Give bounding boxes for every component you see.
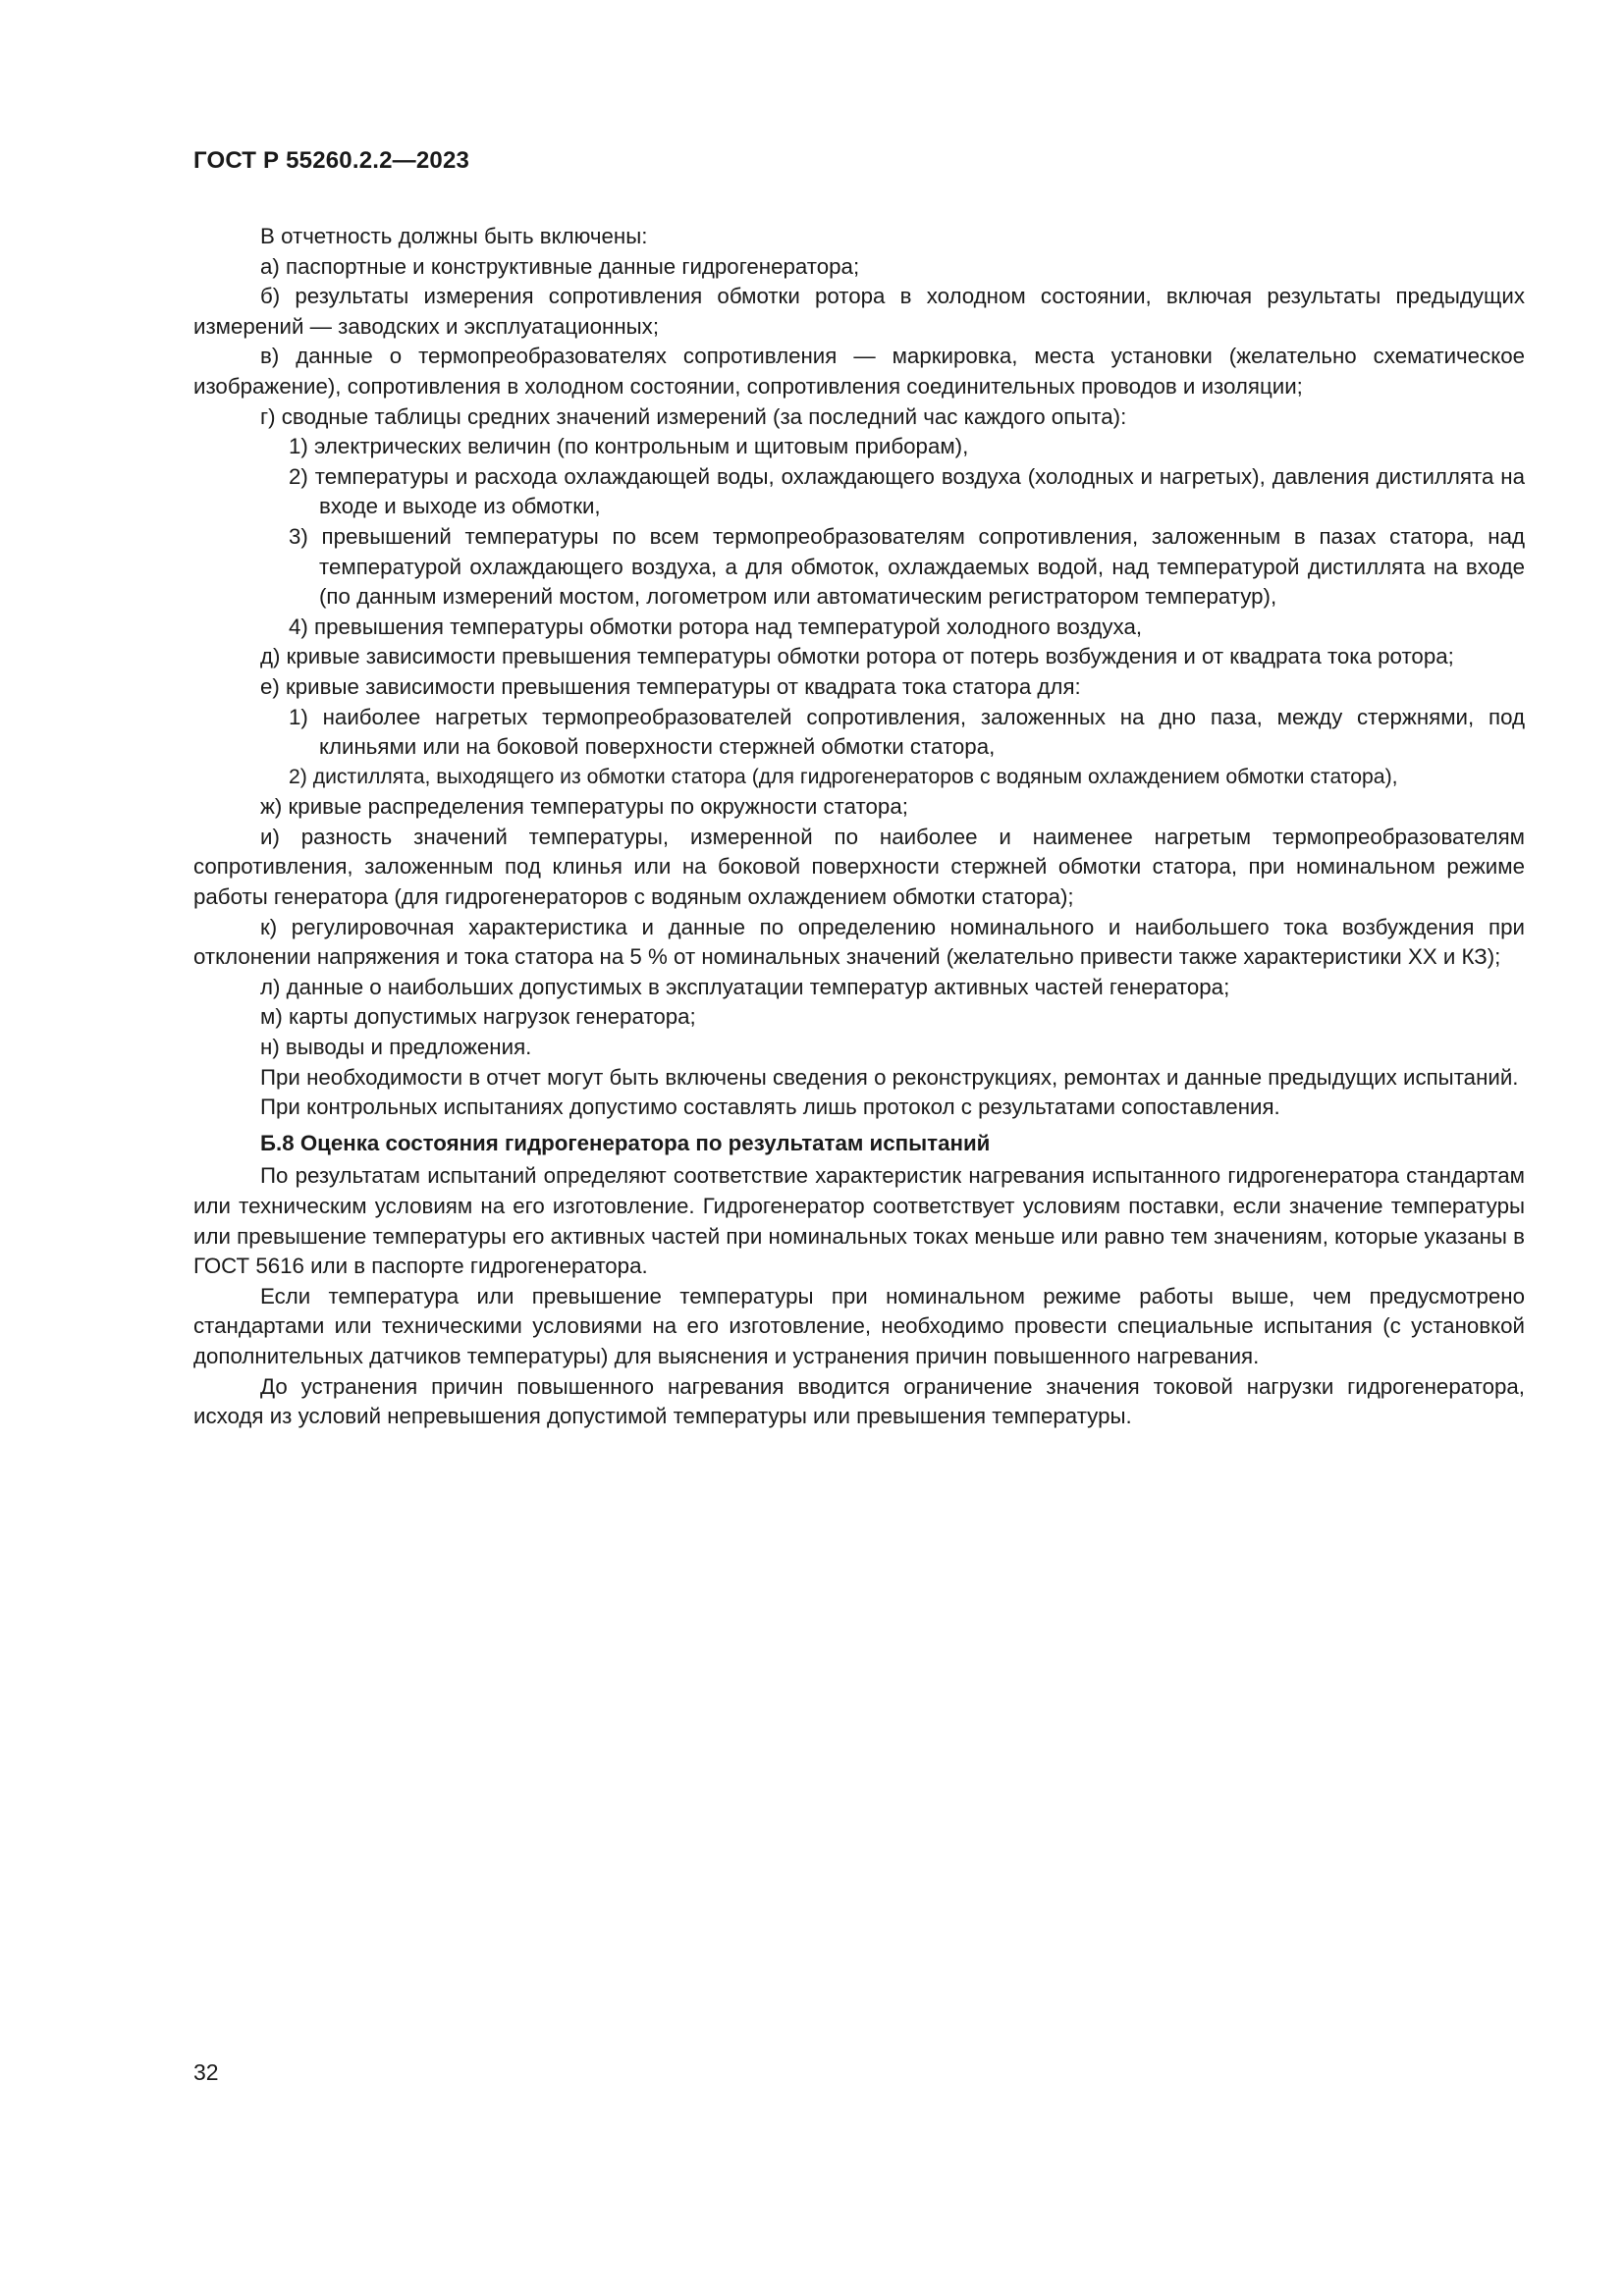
list-item-m: м) карты допустимых нагрузок генератора; [260,1004,696,1030]
paragraph-intro: В отчетность должны быть включены: [260,224,648,248]
paragraph-optional-info: При необходимости в отчет могут быть включены сведения о реконструкциях, ремонтах и данные предыдущих испытаний. [260,1064,1519,1090]
list-item-i: и) разность значений температуры, измеренной по наиболее и наименее нагретым термопреобразователям сопротивления, заложенным под клинья или на боковой поверхности стержней обмотки статора, при номинальном режиме работы генератора (для гидрогенераторов с водяным охлаждением обмотки статора); [193,824,1525,910]
list-item-l: л) данные о наибольших допустимых в эксплуатации температур активных частей генератора; [260,974,1230,999]
paragraph-b8-1: По результатам испытаний определяют соответствие характеристик нагревания испытанного гидрогенератора стандартам или техническим условиям на его изготовление. Гидрогенератор соответствует условиям поставки, если значение температуры или превышение температуры его активных частей при номинальных токах меньше или равно тем значениям, которые указаны в ГОСТ 5616 или в паспорте гидрогенератора. [193,1163,1525,1279]
list-item-g: г) сводные таблицы средних значений измерений (за последний час каждого опыта): [260,403,1127,429]
sub-item-g-2: 2) температуры и расхода охлаждающей воды, охлаждающего воздуха (холодных и нагретых), давления дистиллята на входе и выходе из обмотки, [289,463,1525,519]
list-item-n: н) выводы и предложения. [260,1035,532,1060]
list-item-k: к) регулировочная характеристика и данные по определению номинального и наибольшего тока возбуждения при отклонении напряжения и тока статора на 5 % от номинальных значений (желательно привести также характеристики XX и КЗ); [193,914,1525,970]
document-body [193,222,1525,1432]
section-heading-b8: Б.8 Оценка состояния гидрогенератора по результатам испытаний [260,1130,991,1155]
sub-item-g-1: 1) электрических величин (по контрольным и щитовым приборам), [289,434,969,459]
sub-item-e-1: 1) наиболее нагретых термопреобразователей сопротивления, заложенных на дно паза, между стержнями, под клиньями или на боковой поверхности стержней обмотки статора, [289,704,1525,760]
paragraph-b8-3: До устранения причин повышенного нагревания вводится ограничение значения токовой нагрузки гидрогенератора, исходя из условий непревышения допустимой температуры или превышения температуры. [193,1373,1525,1429]
list-item-v: в) данные о термопреобразователях сопротивления — маркировка, места установки (желательно схематическое изображение), сопротивления в холодном состоянии, сопротивления соединительных проводов и изоляции; [193,344,1525,399]
list-item-d: д) кривые зависимости превышения температуры обмотки ротора от потерь возбуждения и от квадрата тока ротора; [260,644,1454,669]
page-number: 32 [193,2059,219,2085]
list-item-a: а) паспортные и конструктивные данные гидрогенератора; [260,253,860,279]
list-item-b: б) результаты измерения сопротивления обмотки ротора в холодном состоянии, включая результаты предыдущих измерений — заводских и эксплуатационных; [193,284,1525,339]
sub-item-e-2: 2) дистиллята, выходящего из обмотки статора (для гидрогенераторов с водяным охлаждением обмотки статора), [289,765,1398,788]
sub-item-g-3: 3) превышений температуры по всем термопреобразователям сопротивления, заложенным в пазах статора, над температурой охлаждающего воздуха, а для обмоток, охлаждаемых водой, над температурой дистиллята на входе (по данным измерений мостом, логометром или автоматическим регистратором температур), [289,523,1525,610]
document-number-header: ГОСТ Р 55260.2.2—2023 [193,147,470,174]
paragraph-control-tests: При контрольных испытаниях допустимо составлять лишь протокол с результатами сопоставления. [260,1095,1280,1120]
sub-item-g-4: 4) превышения температуры обмотки ротора над температурой холодного воздуха, [289,614,1143,639]
list-item-zh: ж) кривые распределения температуры по окружности статора; [260,794,908,820]
list-item-e: е) кривые зависимости превышения температуры от квадрата тока статора для: [260,673,1081,699]
paragraph-b8-2: Если температура или превышение температуры при номинальном режиме работы выше, чем предусмотрено стандартами или техническими условиями на его изготовление, необходимо провести специальные испытания (с установкой дополнительных датчиков температуры) для выяснения и устранения причин повышенного нагревания. [193,1283,1525,1368]
